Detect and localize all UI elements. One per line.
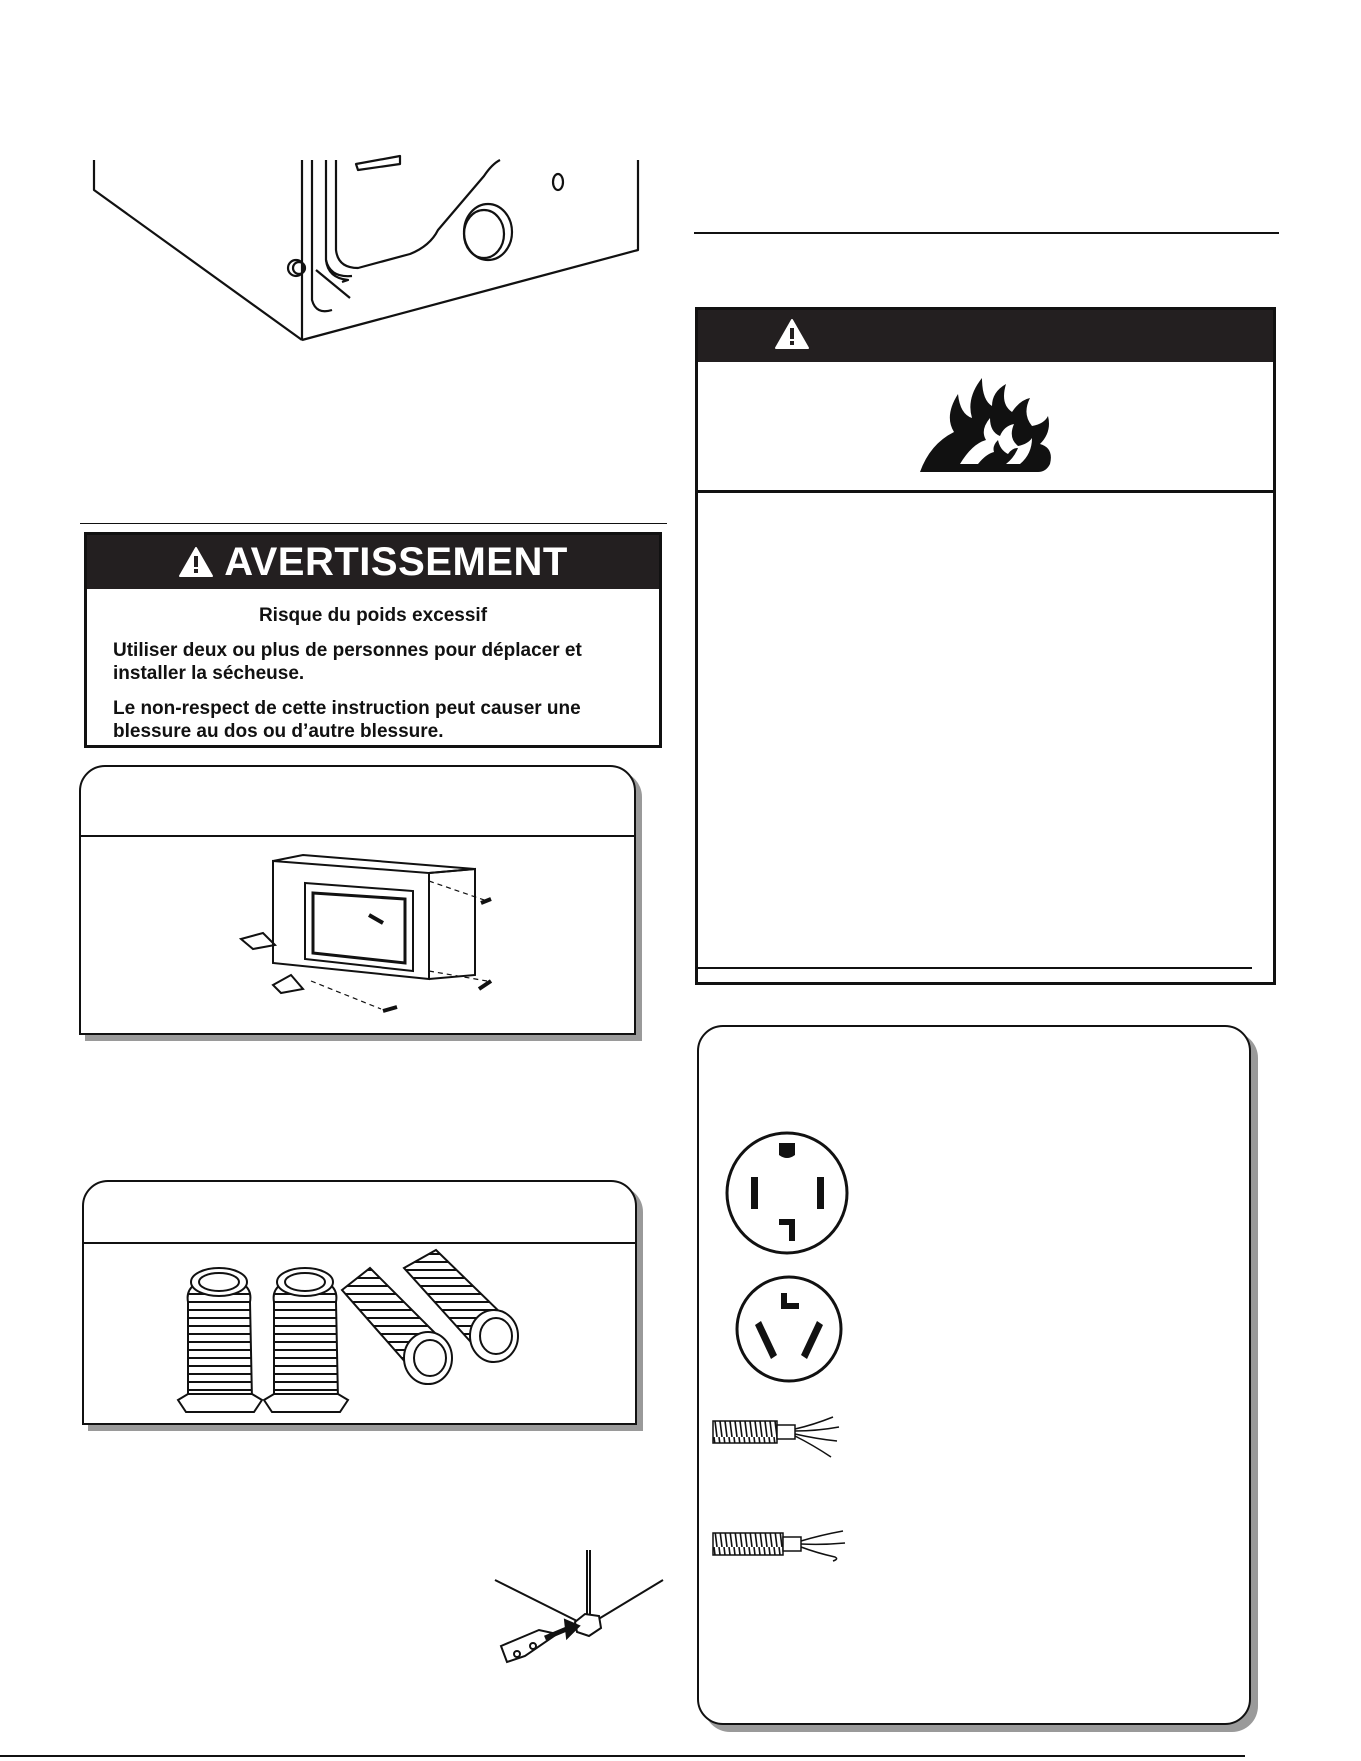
dryer-corner-illustration <box>80 150 650 350</box>
four-wire-receptacle-icon <box>723 1129 851 1257</box>
warning-triangle-icon <box>178 546 214 578</box>
warning-line-1: Utiliser deux ou plus de personnes pour déplacer et installer la sécheuse. <box>113 640 582 684</box>
parts-box-divider <box>81 835 634 837</box>
warning-triangle-icon <box>774 318 810 350</box>
anti-tip-bracket-illustration <box>495 1550 670 1675</box>
parts-box-divider <box>84 1242 635 1244</box>
fire-warning-box <box>695 307 1276 985</box>
warning-header <box>87 535 659 589</box>
page-bottom-rule <box>0 1755 1245 1757</box>
fire-box-bottom-rule <box>695 967 1252 969</box>
fire-warning-header <box>698 310 1273 362</box>
section-rule-left <box>80 523 667 524</box>
fire-icon-area <box>698 362 1273 493</box>
leveling-legs-illustration <box>174 1250 554 1420</box>
three-wire-receptacle-icon <box>733 1273 845 1385</box>
parts-box-cover <box>79 765 636 1035</box>
parts-box-legs <box>82 1180 637 1425</box>
four-wire-cable-icon <box>713 1413 863 1463</box>
warning-line-2: Le non-respect de cette instruction peut causer une blessure au dos ou d’autre blessure. <box>113 698 581 742</box>
fire-icon <box>920 374 1060 474</box>
warning-subtitle: Risque du poids excessif <box>258 605 488 626</box>
outlet-options-box <box>697 1025 1251 1725</box>
three-wire-cable-icon <box>713 1523 863 1573</box>
weight-warning-box <box>84 532 662 748</box>
section-rule-right <box>694 232 1279 234</box>
terminal-cover-illustration <box>241 853 581 1028</box>
warning-title: AVERTISSEMENT <box>224 539 568 584</box>
